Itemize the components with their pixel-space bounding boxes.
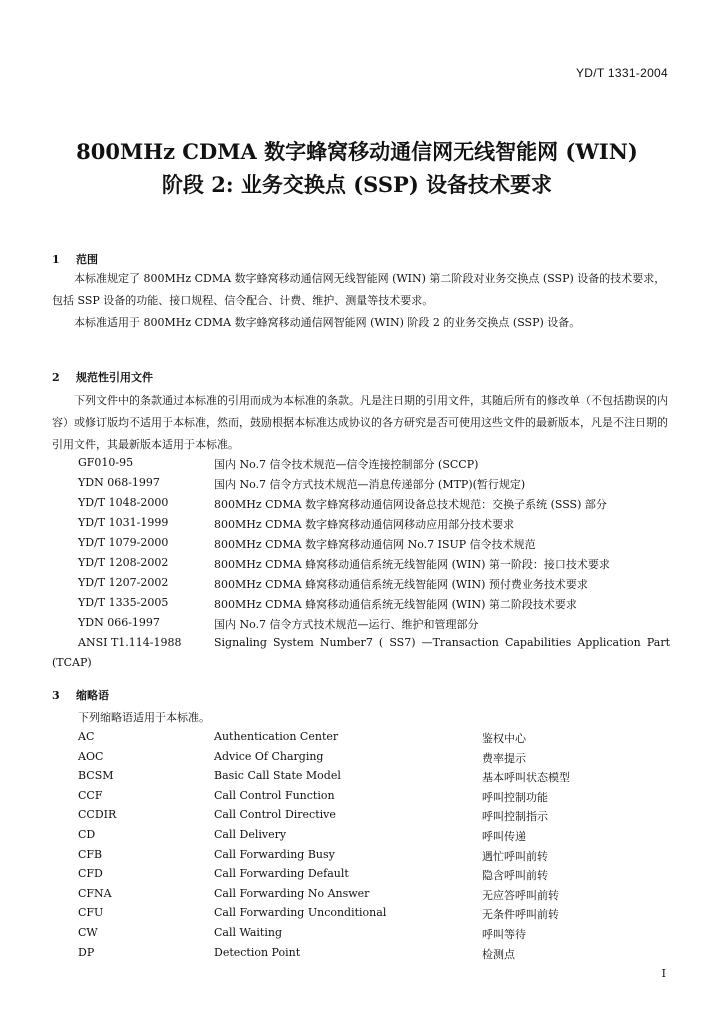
- abbreviation-row: [52, 906, 670, 926]
- reference-code: GF010-95: [78, 456, 134, 469]
- english-term: Advice Of Charging: [214, 749, 324, 763]
- reference-row: [52, 556, 670, 576]
- chinese-term: 呼叫控制指示: [482, 810, 548, 824]
- page-number: I: [661, 967, 666, 980]
- title-line-1: 800MHz CDMA 数字蜂窝移动通信网无线智能网 (WIN): [76, 139, 638, 164]
- section-1-body: [52, 268, 670, 334]
- chinese-term: 遇忙呼叫前转: [482, 849, 548, 863]
- reference-row: [52, 476, 670, 496]
- abbreviation: CFB: [78, 847, 103, 861]
- reference-code: YD/T 1048-2000: [78, 496, 169, 509]
- reference-title: 800MHz CDMA 数字蜂窝移动通信网移动应用部分技术要求: [214, 518, 515, 531]
- chinese-term: 呼叫等待: [482, 927, 526, 941]
- chinese-term: 呼叫控制功能: [482, 790, 548, 804]
- reference-continuation: (TCAP): [52, 656, 92, 669]
- reference-code: YDN 068-1997: [78, 476, 160, 489]
- reference-row: [52, 576, 670, 596]
- reference-title: 800MHz CDMA 蜂窝移动通信系统无线智能网 (WIN) 第一阶段：接口技术要求: [214, 558, 610, 571]
- english-term: Basic Call State Model: [214, 769, 341, 783]
- reference-title: Signaling System Number7 ( SS7) —Transaction Capabilities Application Part: [214, 636, 670, 649]
- paragraph: 下列文件中的条款通过本标准的引用而成为本标准的条款。凡是注日期的引用文件，其随后所有的修改单（不包括勘误的内容）或修订版均不适用于本标准，然而，鼓励根据本标准达成协议的各方研究是否可使用这些文件的最新版本，凡是不注日期的引用文件，其最新版本适用于本标准。: [52, 394, 668, 451]
- english-term: Call Forwarding Unconditional: [214, 906, 387, 920]
- section-title: 缩略语: [76, 689, 109, 702]
- reference-row: [52, 456, 670, 476]
- chinese-term: 基本呼叫状态模型: [482, 771, 570, 785]
- abbreviation-row: [52, 828, 670, 848]
- chinese-term: 无条件呼叫前转: [482, 908, 559, 922]
- section-number: 1: [52, 253, 60, 266]
- english-term: Call Waiting: [214, 925, 282, 939]
- section-title: 范围: [76, 253, 98, 266]
- section-1-heading: [52, 251, 98, 267]
- section-number: 2: [52, 371, 60, 384]
- reference-title: 800MHz CDMA 数字蜂窝移动通信网设备总技术规范：交换子系统 (SSS) 部分: [214, 498, 607, 511]
- paragraph: 下列缩略语适用于本标准。: [78, 711, 210, 724]
- reference-row: [52, 596, 670, 616]
- chinese-term: 鉴权中心: [482, 732, 526, 745]
- reference-continuation-row: [52, 656, 670, 676]
- reference-title: 国内 No.7 信令技术规范—信令连接控制部分 (SCCP): [214, 458, 479, 471]
- english-term: Call Forwarding No Answer: [214, 886, 370, 900]
- abbreviation-row: [52, 887, 670, 907]
- section-2-heading: [52, 369, 153, 385]
- abbreviation: AOC: [78, 749, 104, 763]
- chinese-term: 检测点: [482, 947, 515, 961]
- english-term: Call Delivery: [214, 827, 287, 841]
- abbreviation: CFNA: [78, 886, 112, 900]
- abbreviation: DP: [78, 945, 95, 959]
- section-3-intro: [78, 707, 670, 729]
- abbreviation: CD: [78, 827, 96, 841]
- chinese-term: 费率提示: [482, 751, 526, 765]
- chinese-term: 隐含呼叫前转: [482, 869, 548, 883]
- abbreviation: CFD: [78, 867, 103, 881]
- reference-row: [52, 516, 670, 536]
- reference-code: YD/T 1208-2002: [78, 556, 169, 569]
- reference-list: [52, 456, 670, 676]
- abbreviation: CW: [78, 925, 98, 939]
- chinese-term: 无应答呼叫前转: [482, 888, 559, 902]
- reference-code: YD/T 1031-1999: [78, 516, 169, 529]
- reference-code: YD/T 1335-2005: [78, 596, 169, 609]
- abbreviation-row: [52, 750, 670, 770]
- abbreviation: AC: [78, 730, 95, 743]
- reference-row: [52, 536, 670, 556]
- abbreviation-row: [52, 769, 670, 789]
- abbreviation-row: [52, 848, 670, 868]
- english-term: Call Control Function: [214, 788, 335, 802]
- abbreviation: BCSM: [78, 769, 114, 783]
- abbreviation-row: [52, 789, 670, 809]
- english-term: Authentication Center: [214, 730, 339, 743]
- english-term: Call Forwarding Busy: [214, 847, 335, 861]
- reference-title: 800MHz CDMA 数字蜂窝移动通信网 No.7 ISUP 信令技术规范: [214, 538, 536, 551]
- abbreviation-row: [52, 808, 670, 828]
- abbreviation-row: [52, 867, 670, 887]
- reference-title: 800MHz CDMA 蜂窝移动通信系统无线智能网 (WIN) 预付费业务技术要求: [214, 578, 588, 591]
- title-line-2: 阶段 2: 业务交换点 (SSP) 设备技术要求: [161, 172, 553, 197]
- english-term: Call Forwarding Default: [214, 867, 349, 881]
- reference-title: 国内 No.7 信令方式技术规范—运行、维护和管理部分: [214, 618, 479, 631]
- abbreviation-list: [52, 730, 670, 965]
- paragraph: 本标准适用于 800MHz CDMA 数字蜂窝移动通信网智能网 (WIN) 阶段 2 的业务交换点 (SSP) 设备。: [74, 316, 581, 329]
- reference-title: 国内 No.7 信令方式技术规范—消息传递部分 (MTP)(暂行规定): [214, 478, 526, 491]
- english-term: Detection Point: [214, 945, 301, 959]
- reference-code: YD/T 1079-2000: [78, 536, 169, 549]
- reference-row: [52, 496, 670, 516]
- reference-row: [52, 616, 670, 636]
- paragraph: 本标准规定了 800MHz CDMA 数字蜂窝移动通信网无线智能网 (WIN) 第二阶段对业务交换点 (SSP) 设备的技术要求，包括 SSP 设备的功能、接口规程、信令配合、计费、维护、测量等技术要求。: [52, 272, 666, 307]
- section-3-heading: [52, 687, 109, 703]
- section-title: 规范性引用文件: [76, 371, 153, 384]
- abbreviation-row: [52, 946, 670, 966]
- reference-code: YD/T 1207-2002: [78, 576, 169, 589]
- section-number: 3: [52, 689, 60, 702]
- abbreviation: CFU: [78, 906, 104, 920]
- reference-title: 800MHz CDMA 蜂窝移动通信系统无线智能网 (WIN) 第二阶段技术要求: [214, 598, 577, 611]
- reference-row: [52, 636, 670, 656]
- abbreviation: CCF: [78, 788, 103, 802]
- section-2-intro: [52, 390, 670, 456]
- abbreviation-row: [52, 730, 670, 750]
- reference-code: ANSI T1.114-1988: [78, 636, 182, 649]
- abbreviation-row: [52, 926, 670, 946]
- standard-code: YD/T 1331-2004: [575, 66, 668, 80]
- reference-code: YDN 066-1997: [78, 616, 160, 629]
- abbreviation: CCDIR: [78, 808, 117, 822]
- chinese-term: 呼叫传递: [482, 829, 526, 843]
- english-term: Call Control Directive: [214, 808, 336, 822]
